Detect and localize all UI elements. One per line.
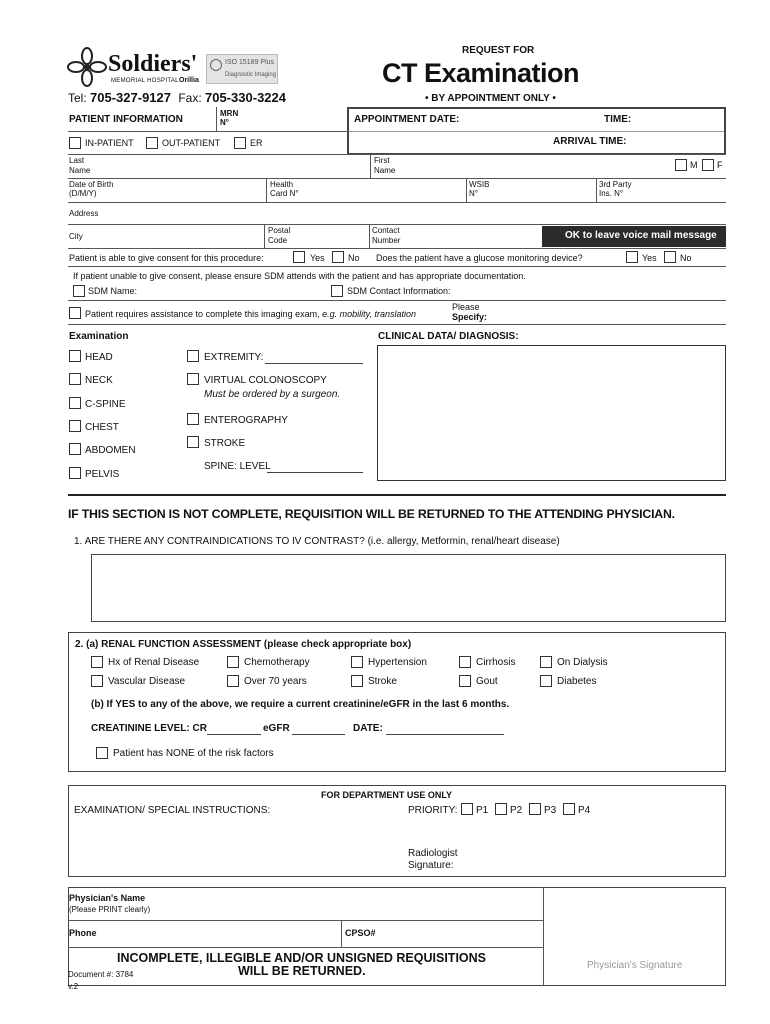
chest-label: CHEST	[85, 421, 119, 433]
head-checkbox[interactable]	[69, 350, 81, 362]
stroke-label: Stroke	[368, 676, 397, 687]
divider	[466, 178, 467, 202]
physician-name-label: Physician's Name	[69, 893, 146, 903]
fax-label: Fax:	[178, 91, 202, 105]
phone-line	[68, 91, 286, 104]
male-checkbox[interactable]	[675, 159, 687, 171]
department-heading: FOR DEPARTMENT USE ONLY	[321, 790, 453, 800]
consent-label: Patient is able to give consent for this procedure:	[69, 253, 264, 263]
wsib-label2: N°	[469, 189, 478, 198]
priority-p3-checkbox[interactable]	[529, 803, 541, 815]
first-name-label1: First	[374, 156, 390, 165]
no-risk-checkbox[interactable]	[96, 747, 108, 759]
enterography-label: ENTEROGRAPHY	[204, 415, 288, 426]
over-70-years-label: Over 70 years	[244, 676, 307, 687]
glucose-no-label: No	[680, 253, 692, 263]
hospital-logo	[66, 46, 206, 88]
appointment-date-label[interactable]: APPOINTMENT DATE:	[354, 114, 460, 125]
c-spine-label: C-SPINE	[85, 398, 126, 410]
hx-of-renal-disease-label: Hx of Renal Disease	[108, 657, 200, 668]
virtual-note: Must be ordered by a surgeon.	[204, 389, 341, 400]
clinical-data-field[interactable]	[377, 345, 726, 481]
priority-p2-label: P2	[510, 805, 523, 816]
stroke-label: STROKE	[204, 438, 246, 449]
divider	[68, 947, 543, 948]
vascular-disease-checkbox[interactable]	[91, 675, 103, 687]
document-number: Document #: 3784	[68, 970, 134, 979]
glucose-label: Does the patient have a glucose monitoring device?	[376, 253, 583, 263]
divider	[68, 266, 726, 267]
tel-label: Tel:	[68, 91, 87, 105]
consent-no-checkbox[interactable]	[332, 251, 344, 263]
divider	[68, 920, 543, 921]
pelvis-label: PELVIS	[85, 468, 120, 480]
postal-label1: Postal	[268, 226, 291, 235]
virtual-colonoscopy-checkbox[interactable]	[187, 373, 199, 385]
female-label: F	[717, 160, 723, 170]
phone-label: Phone	[69, 928, 97, 938]
sdm-contact-label: SDM Contact Information:	[347, 286, 451, 296]
priority-p4-label: P4	[578, 805, 591, 816]
in-patient-checkbox[interactable]	[69, 137, 81, 149]
divider	[68, 324, 726, 325]
contact-label2: Number	[372, 236, 401, 245]
diabetes-checkbox[interactable]	[540, 675, 552, 687]
stroke-checkbox[interactable]	[351, 675, 363, 687]
divider	[216, 107, 217, 131]
third-party-label2: Ins. N°	[599, 189, 624, 198]
divider	[68, 224, 726, 225]
city-label: City	[69, 232, 83, 241]
priority-p4-checkbox[interactable]	[563, 803, 575, 815]
hx-of-renal-disease-checkbox[interactable]	[91, 656, 103, 668]
diabetes-label: Diabetes	[557, 676, 597, 687]
please-label: Please	[452, 302, 480, 312]
extremity-label: EXTREMITY:	[204, 352, 264, 363]
time-label[interactable]: TIME:	[604, 114, 632, 125]
divider	[341, 920, 342, 947]
divider	[68, 178, 726, 179]
divider	[369, 224, 370, 248]
priority-p1-checkbox[interactable]	[461, 803, 473, 815]
cpso-label: CPSO#	[345, 928, 376, 938]
flower-logo-icon	[66, 46, 108, 88]
er-checkbox[interactable]	[234, 137, 246, 149]
neck-label: NECK	[85, 375, 113, 387]
assistance-text: Patient requires assistance to complete this imaging exam,	[85, 309, 320, 319]
address-label: Address	[69, 209, 99, 218]
third-party-label1: 3rd Party	[599, 180, 632, 189]
hypertension-label: Hypertension	[368, 657, 427, 668]
tel-number: 705-327-9127	[90, 90, 171, 105]
chemotherapy-label: Chemotherapy	[244, 657, 310, 668]
enterography-checkbox[interactable]	[187, 413, 199, 425]
divider	[264, 224, 265, 248]
abdomen-checkbox[interactable]	[69, 443, 81, 455]
chemotherapy-checkbox[interactable]	[227, 656, 239, 668]
last-name-label2: Name	[69, 166, 91, 175]
spine-level-label: SPINE: LEVEL	[204, 461, 271, 472]
wsib-label1: WSIB	[469, 180, 490, 189]
request-for: REQUEST FOR	[462, 45, 535, 56]
hypertension-checkbox[interactable]	[351, 656, 363, 668]
abdomen-label: ABDOMEN	[85, 445, 136, 457]
appointment-note: • BY APPOINTMENT ONLY •	[425, 93, 556, 104]
male-label: M	[690, 160, 698, 170]
iso-badge-line2: Diagnostic Imaging	[225, 72, 277, 78]
special-instructions-label: EXAMINATION/ SPECIAL INSTRUCTIONS:	[74, 805, 271, 816]
glucose-no-checkbox[interactable]	[664, 251, 676, 263]
assistance-checkbox[interactable]	[69, 307, 81, 319]
iso-badge-mark	[210, 59, 222, 71]
cirrhosis-checkbox[interactable]	[459, 656, 471, 668]
first-name-label2: Name	[374, 166, 396, 175]
footer-warning-line1: INCOMPLETE, ILLEGIBLE AND/OR UNSIGNED REQUISITIONS	[117, 951, 487, 965]
logo-sub: MEMORIAL HOSPITAL	[111, 78, 179, 84]
divider	[68, 300, 726, 301]
sdm-contact-checkbox[interactable]	[331, 285, 343, 297]
postal-label2: Code	[268, 236, 288, 245]
head-label: HEAD	[85, 352, 113, 363]
pelvis-checkbox[interactable]	[69, 467, 81, 479]
assistance-label	[85, 310, 416, 319]
priority-label: PRIORITY:	[408, 805, 458, 816]
voicemail-label: OK to leave voice mail message	[565, 230, 717, 241]
contact-label1: Contact	[372, 226, 400, 235]
fax-number: 705-330-3224	[205, 90, 286, 105]
footer-warning-line2: WILL BE RETURNED.	[238, 964, 366, 978]
date-label: DATE:	[353, 723, 383, 734]
contrast-answer-field[interactable]	[91, 554, 726, 622]
extremity-checkbox[interactable]	[187, 350, 199, 362]
c-spine-checkbox[interactable]	[69, 397, 81, 409]
arrival-time-label[interactable]: ARRIVAL TIME:	[553, 136, 627, 147]
glucose-yes-label: Yes	[642, 253, 657, 263]
female-checkbox[interactable]	[702, 159, 714, 171]
health-card-label2: Card N°	[270, 189, 299, 198]
physician-name-hint: (Please PRINT clearly)	[69, 905, 151, 914]
divider	[370, 154, 371, 178]
consent-yes-checkbox[interactable]	[293, 251, 305, 263]
logo-name: Soldiers'	[108, 51, 198, 77]
health-card-label1: Health	[270, 180, 294, 189]
er-label: ER	[250, 138, 263, 148]
out-patient-checkbox[interactable]	[146, 137, 158, 149]
consent-yes-label: Yes	[310, 253, 325, 263]
out-patient-label: OUT-PATIENT	[162, 138, 221, 148]
iso-badge-line1: ISO 15189 Plus	[225, 59, 275, 66]
extremity-line[interactable]	[265, 363, 363, 364]
cirrhosis-label: Cirrhosis	[476, 657, 516, 668]
assistance-eg: e.g. mobility, translation	[322, 309, 417, 319]
stroke-checkbox[interactable]	[187, 436, 199, 448]
clinical-heading: CLINICAL DATA/ DIAGNOSIS:	[378, 331, 519, 342]
vascular-disease-label: Vascular Disease	[108, 676, 186, 687]
over-70-years-checkbox[interactable]	[227, 675, 239, 687]
dob-label1: Date of Birth	[69, 180, 114, 189]
page-title: CT Examination	[382, 58, 580, 88]
spine-level-line[interactable]	[267, 472, 363, 473]
glucose-yes-checkbox[interactable]	[626, 251, 638, 263]
creatinine-line[interactable]	[207, 734, 261, 735]
physician-signature-label: Physician's Signature	[587, 960, 683, 971]
document-version: v.2	[68, 982, 79, 991]
priority-p2-checkbox[interactable]	[495, 803, 507, 815]
iso-badge	[206, 54, 278, 84]
logo-city: Orillia	[179, 77, 199, 84]
divider	[68, 248, 726, 249]
dob-label2: (D/M/Y)	[69, 189, 97, 198]
egfr-label: eGFR	[263, 723, 290, 734]
last-name-label1: Last	[69, 156, 85, 165]
renal-b-text: (b) If YES to any of the above, we require a current creatinine/eGFR in the last 6 months.	[91, 699, 510, 710]
neck-checkbox[interactable]	[69, 373, 81, 385]
divider	[596, 178, 597, 202]
radiologist-label: Radiologist	[408, 848, 458, 859]
physician-signature-field[interactable]	[544, 888, 725, 985]
in-patient-label: IN-PATIENT	[85, 138, 134, 148]
consent-no-label: No	[348, 253, 360, 263]
divider	[68, 202, 726, 203]
egfr-line[interactable]	[292, 734, 345, 735]
section-separator	[68, 494, 726, 496]
mrn-label: MRN	[220, 109, 239, 118]
patient-info-label: PATIENT INFORMATION	[69, 114, 183, 125]
chest-checkbox[interactable]	[69, 420, 81, 432]
divider	[68, 131, 349, 132]
virtual-colonoscopy-label: VIRTUAL COLONOSCOPY	[204, 375, 327, 386]
no-risk-label: Patient has NONE of the risk factors	[113, 748, 274, 759]
sdm-note: If patient unable to give consent, please ensure SDM attends with the patient and has appropriate documentation.	[73, 271, 526, 281]
on-dialysis-label: On Dialysis	[557, 657, 608, 668]
on-dialysis-checkbox[interactable]	[540, 656, 552, 668]
sdm-name-label: SDM Name:	[88, 286, 138, 296]
date-line[interactable]	[386, 734, 504, 735]
sdm-name-checkbox[interactable]	[73, 285, 85, 297]
gout-label: Gout	[476, 676, 498, 687]
mrn-no: N°	[220, 118, 229, 127]
priority-p3-label: P3	[544, 805, 557, 816]
contrast-question: 1. ARE THERE ANY CONTRAINDICATIONS TO IV CONTRAST? (i.e. allergy, Metformin, renal/heart disease)	[74, 536, 560, 547]
gout-checkbox[interactable]	[459, 675, 471, 687]
renal-heading: 2. (a) RENAL FUNCTION ASSESSMENT (please check appropriate box)	[75, 639, 412, 650]
specify-label: Specify:	[452, 312, 488, 322]
examination-heading: Examination	[69, 331, 129, 342]
priority-p1-label: P1	[476, 805, 489, 816]
divider	[68, 154, 726, 155]
divider	[349, 131, 724, 132]
radiologist-signature-label: Signature:	[408, 860, 454, 871]
creatinine-label: CREATININE LEVEL: CR	[91, 723, 207, 734]
warning-banner: IF THIS SECTION IS NOT COMPLETE, REQUISITION WILL BE RETURNED TO THE ATTENDING PHYSICIAN.	[68, 507, 675, 521]
department-box	[68, 785, 726, 877]
divider	[266, 178, 267, 202]
